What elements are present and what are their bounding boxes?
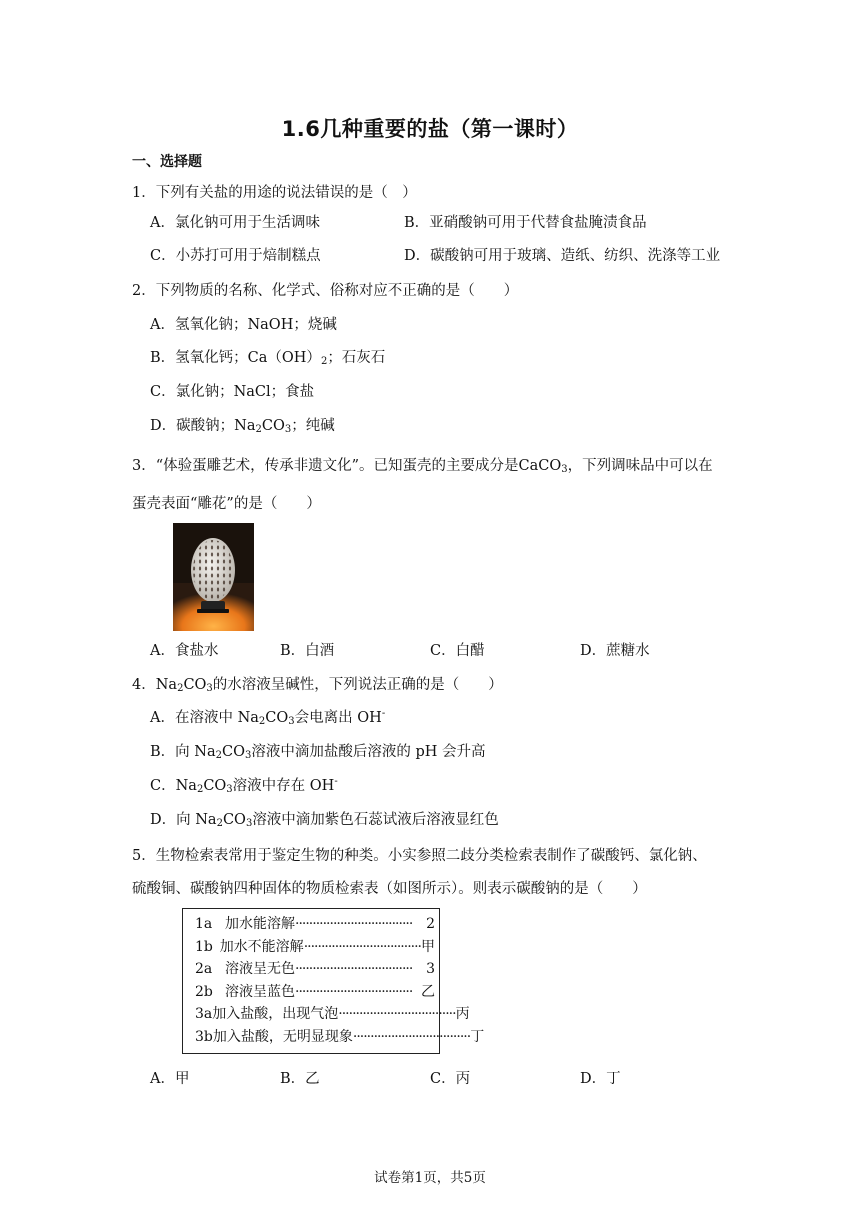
- question-3-stem-line2: 蛋壳表面“雕花”的是（ ）: [132, 496, 321, 512]
- question-2-option-b: B．氢氧化钙；$Ca(OH)_2$；石灰石: [150, 350, 386, 367]
- question-3-option-d: D．蔗糖水: [580, 643, 650, 659]
- question-1-option-b: B．亚硝酸钠可用于代替食盐腌渍食品: [404, 215, 647, 231]
- question-5-option-c: C．丙: [430, 1071, 471, 1087]
- key-row: 2b 溶液呈蓝色 ·································· 乙: [195, 983, 435, 1000]
- question-2-option-c: C．氯化钠；NaCl；食盐: [150, 384, 315, 400]
- section-heading: 一、选择题: [132, 154, 202, 170]
- question-5-stem-line2: 硫酸铜、碳酸钠四种固体的物质检索表（如图所示）。则表示碳酸钠的是（ ）: [132, 881, 647, 897]
- question-5-stem-line1: 5．生物检索表常用于鉴定生物的种类。小实参照二歧分类检索表制作了碳酸钙、氯化钠、: [132, 848, 707, 864]
- question-1-option-d: D．碳酸钠可用于玻璃、造纸、纺织、洗涤等工业: [404, 248, 721, 264]
- question-2-option-a: A．氢氧化钠；NaOH；烧碱: [150, 317, 337, 333]
- key-row: 1a 加水能溶解 ·································· 2: [195, 916, 435, 932]
- key-row: 1b 加水不能溶解 ·································· 甲: [195, 938, 435, 955]
- question-1-stem: 1．下列有关盐的用途的说法错误的是（ ）: [132, 185, 417, 201]
- question-4-option-d: D．向 $Na_2CO_3$溶液中滴加紫色石蕊试液后溶液显红色: [150, 812, 499, 829]
- question-2-option-d: D．碳酸钠；$Na_2CO_3$；纯碱: [150, 418, 335, 435]
- key-row: 2a 溶液呈无色 ·································· 3: [195, 961, 435, 977]
- question-4-stem: 4．$Na_2CO_3$的水溶液呈碱性，下列说法正确的是（ ）: [132, 677, 503, 694]
- page-footer: 试卷第1页，共5页: [374, 1170, 486, 1186]
- question-3-option-c: C．白醋: [430, 643, 485, 659]
- question-1-option-a: A．氯化钠可用于生活调味: [150, 215, 320, 231]
- question-1-option-c: C．小苏打可用于焙制糕点: [150, 248, 321, 264]
- question-3-option-b: B．白酒: [280, 643, 335, 659]
- key-row: 3b 加入盐酸，无明显现象 ·································· 丁: [195, 1028, 485, 1045]
- egg-carving-illustration: [173, 523, 254, 631]
- question-4-option-a: A．在溶液中 $Na_2CO_3$会电离出 OH-: [150, 708, 386, 727]
- key-row: 3a 加入盐酸，出现气泡 ·································· 丙: [195, 1006, 470, 1022]
- question-4-option-b: B．向 $Na_2CO_3$溶液中滴加盐酸后溶液的 pH 会升高: [150, 744, 486, 761]
- egg-carving-photo: [173, 523, 254, 631]
- question-5-option-a: A．甲: [150, 1071, 190, 1087]
- question-5-option-b: B．乙: [280, 1071, 320, 1087]
- question-3-option-a: A．食盐水: [150, 643, 219, 659]
- question-2-stem: 2．下列物质的名称、化学式、俗称对应不正确的是（ ）: [132, 283, 519, 299]
- question-4-option-c: C．$Na_2CO_3$溶液中存在 OH-: [150, 776, 338, 795]
- page-title: 1.6几种重要的盐（第一课时）: [281, 117, 579, 141]
- classification-key-table: [182, 908, 485, 1054]
- question-3-stem-line1: 3．“体验蛋雕艺术，传承非遗文化”。已知蛋壳的主要成分是CaCO$_3$，下列调味品中可以在: [132, 458, 713, 475]
- question-5-option-d: D．丁: [580, 1071, 621, 1087]
